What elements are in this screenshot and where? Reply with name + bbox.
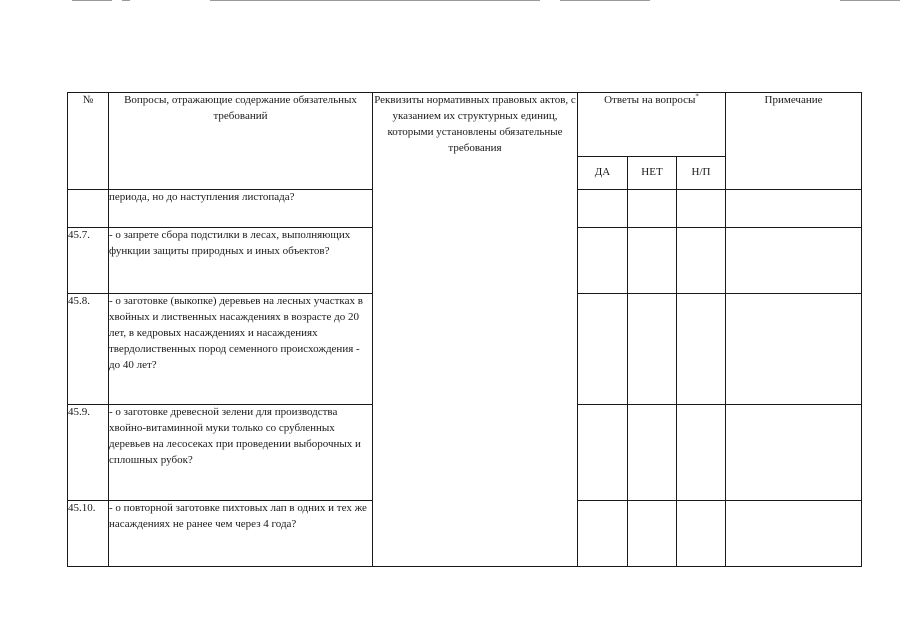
row-number: 45.9. xyxy=(68,405,109,501)
note-cell[interactable] xyxy=(726,190,862,228)
note-cell[interactable] xyxy=(726,228,862,294)
scan-artifact xyxy=(210,0,540,1)
scan-artifact xyxy=(72,0,112,1)
header-yes: ДА xyxy=(578,157,628,190)
answer-no-cell[interactable] xyxy=(628,228,677,294)
answer-na-cell[interactable] xyxy=(677,405,726,501)
answer-na-cell[interactable] xyxy=(677,501,726,567)
checklist-page xyxy=(67,92,862,567)
answer-yes-cell[interactable] xyxy=(578,501,628,567)
note-cell[interactable] xyxy=(726,405,862,501)
row-question: - о повторной заготовке пихтовых лап в одних и тех же насаждениях не ранее чем через 4 года? xyxy=(109,501,373,567)
row-number: 45.7. xyxy=(68,228,109,294)
header-row xyxy=(68,93,862,157)
answer-no-cell[interactable] xyxy=(628,190,677,228)
header-requisites xyxy=(373,93,578,567)
row-number xyxy=(68,190,109,228)
header-number: № xyxy=(68,93,109,190)
footnote-mark: * xyxy=(695,92,699,101)
checklist-table xyxy=(67,92,862,567)
answer-no-cell[interactable] xyxy=(628,294,677,405)
answer-no-cell[interactable] xyxy=(628,405,677,501)
header-answers-text: Ответы на вопросы xyxy=(604,94,696,106)
row-number: 45.10. xyxy=(68,501,109,567)
scan-artifact xyxy=(840,0,900,1)
header-requisites-text: Реквизиты нормативных правовых актов, с указанием их структурных единиц, которыми установлены обязательные требования xyxy=(374,94,576,154)
row-question: периода, но до наступления листопада? xyxy=(109,190,373,228)
row-question: - о запрете сбора подстилки в лесах, выполняющих функции защиты природных и иных объектов? xyxy=(109,228,373,294)
scan-artifact xyxy=(560,0,650,1)
header-questions: Вопросы, отражающие содержание обязательных требований xyxy=(109,93,373,190)
answer-no-cell[interactable] xyxy=(628,501,677,567)
scan-artifact xyxy=(122,0,130,1)
answer-yes-cell[interactable] xyxy=(578,294,628,405)
header-na: Н/П xyxy=(677,157,726,190)
header-note: Примечание xyxy=(726,93,862,190)
answer-na-cell[interactable] xyxy=(677,294,726,405)
header-no: НЕТ xyxy=(628,157,677,190)
row-question: - о заготовке (выкопке) деревьев на лесных участках в хвойных и лиственных насаждениях в возрасте до 20 лет, в кедровых насаждениях и насаждениях твердолиственных пород семенного происхождения - до 40 лет? xyxy=(109,294,373,405)
note-cell[interactable] xyxy=(726,501,862,567)
row-number: 45.8. xyxy=(68,294,109,405)
answer-na-cell[interactable] xyxy=(677,228,726,294)
answer-na-cell[interactable] xyxy=(677,190,726,228)
header-answers xyxy=(578,93,726,157)
row-question: - о заготовке древесной зелени для производства хвойно-витаминной муки только со срубленных деревьев на лесосеках при проведении выборочных и сплошных рубок? xyxy=(109,405,373,501)
answer-yes-cell[interactable] xyxy=(578,228,628,294)
note-cell[interactable] xyxy=(726,294,862,405)
answer-yes-cell[interactable] xyxy=(578,190,628,228)
answer-yes-cell[interactable] xyxy=(578,405,628,501)
